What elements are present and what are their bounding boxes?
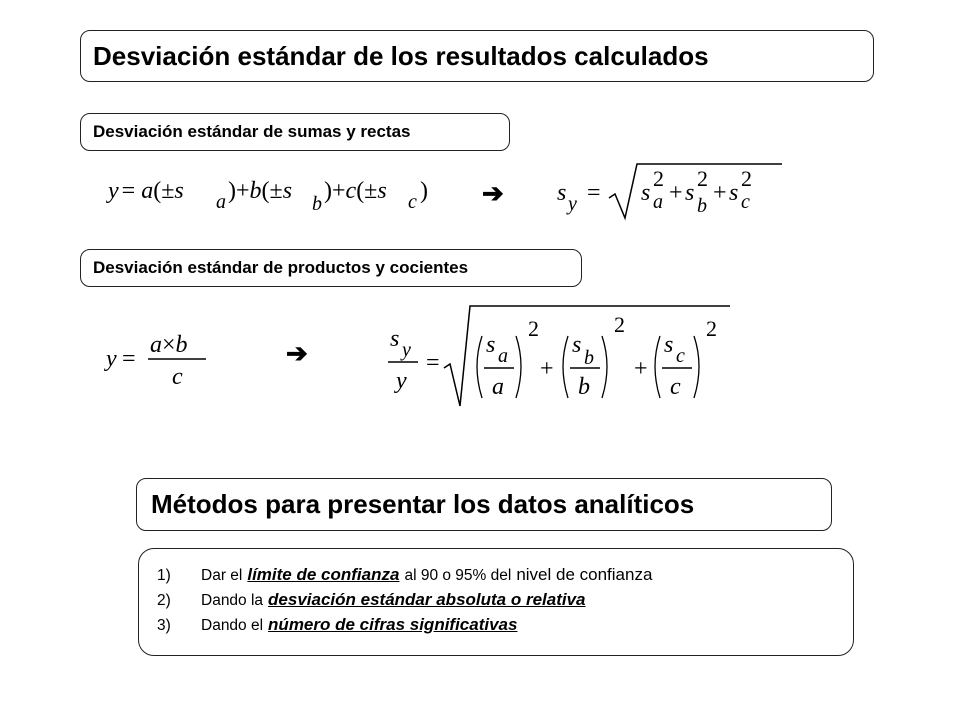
methods-list-box <box>138 548 854 656</box>
svg-text:+: + <box>540 356 554 382</box>
list-item-pre: Dar el <box>201 567 243 584</box>
svg-text:s: s <box>557 180 567 206</box>
list-item-number: 2) <box>157 592 171 609</box>
svg-text:b: b <box>697 195 707 217</box>
svg-text:s: s <box>664 332 674 358</box>
svg-text:+: + <box>713 180 727 206</box>
sums-section-title <box>80 113 510 151</box>
products-section-title <box>80 249 582 287</box>
svg-text:s: s <box>685 180 695 206</box>
svg-text:y= a(±s: y = a(±s <box>108 178 184 204</box>
svg-text:a: a <box>492 374 504 400</box>
products-section-title-text: Desviación estándar de productos y cocientes <box>93 258 469 277</box>
product-formula <box>106 330 226 400</box>
methods-title-text: Métodos para presentar los datos analíticos <box>151 489 695 519</box>
list-item-pre: Dando la <box>201 592 264 609</box>
svg-text:)+b(±s: )+b(±s <box>228 178 293 204</box>
svg-text:+: + <box>634 356 648 382</box>
product-std-formula <box>388 302 748 412</box>
svg-text:s: s <box>572 332 582 358</box>
methods-list <box>157 565 652 640</box>
svg-text:2: 2 <box>741 166 752 191</box>
sum-std-formula <box>557 162 787 232</box>
svg-text:)+c(±s: )+c(±s <box>324 178 387 204</box>
svg-text:a: a <box>653 191 663 213</box>
list-item-post: al 90 o 95% del <box>404 567 512 584</box>
svg-text:2: 2 <box>653 166 664 191</box>
svg-text:b: b <box>312 193 322 215</box>
svg-text:s: s <box>641 180 651 206</box>
svg-text:=: = <box>587 180 601 206</box>
list-item <box>157 615 652 640</box>
svg-text:2: 2 <box>614 312 625 337</box>
svg-text:a: a <box>498 345 508 367</box>
sum-formula <box>108 168 468 228</box>
svg-text:s: s <box>729 180 739 206</box>
list-item <box>157 565 652 590</box>
svg-text:2: 2 <box>528 316 539 341</box>
svg-text:+: + <box>669 180 683 206</box>
svg-text:y: y <box>402 339 411 361</box>
svg-text:c: c <box>676 345 685 367</box>
list-item-emphasis: límite de confianza <box>247 565 400 584</box>
svg-text:2: 2 <box>706 316 717 341</box>
list-item-emphasis: número de cifras significativas <box>268 615 518 634</box>
svg-text:c: c <box>408 191 417 213</box>
list-item-number: 1) <box>157 567 171 584</box>
main-title-text: Desviación estándar de los resultados calculados <box>93 40 709 71</box>
list-item-post2: nivel de confianza <box>516 565 653 584</box>
svg-text:y: y <box>106 346 117 372</box>
svg-text:c: c <box>670 374 681 400</box>
svg-text:a: a <box>216 191 226 213</box>
sums-section-title-text: Desviación estándar de sumas y rectas <box>93 122 411 141</box>
main-title <box>80 30 874 82</box>
svg-text:=: = <box>426 350 440 376</box>
arrow-right-icon: ➔ <box>286 338 308 368</box>
svg-text:): ) <box>420 178 428 204</box>
arrow-right-icon: ➔ <box>482 178 504 208</box>
svg-text:c: c <box>172 364 183 390</box>
svg-text:c: c <box>741 191 750 213</box>
methods-title <box>136 478 832 531</box>
list-item-pre: Dando el <box>201 617 264 634</box>
svg-text:=: = <box>122 346 136 372</box>
svg-text:b: b <box>584 347 594 369</box>
svg-text:s: s <box>486 332 496 358</box>
svg-text:s: s <box>390 326 400 352</box>
list-item <box>157 590 652 615</box>
svg-text:y: y <box>568 193 577 215</box>
svg-text:2: 2 <box>697 166 708 191</box>
svg-text:y: y <box>396 368 407 394</box>
list-item-number: 3) <box>157 617 171 634</box>
svg-text:b: b <box>578 374 590 400</box>
list-item-emphasis: desviación estándar absoluta o relativa <box>268 590 586 609</box>
svg-text:a×b: a×b <box>150 332 188 358</box>
